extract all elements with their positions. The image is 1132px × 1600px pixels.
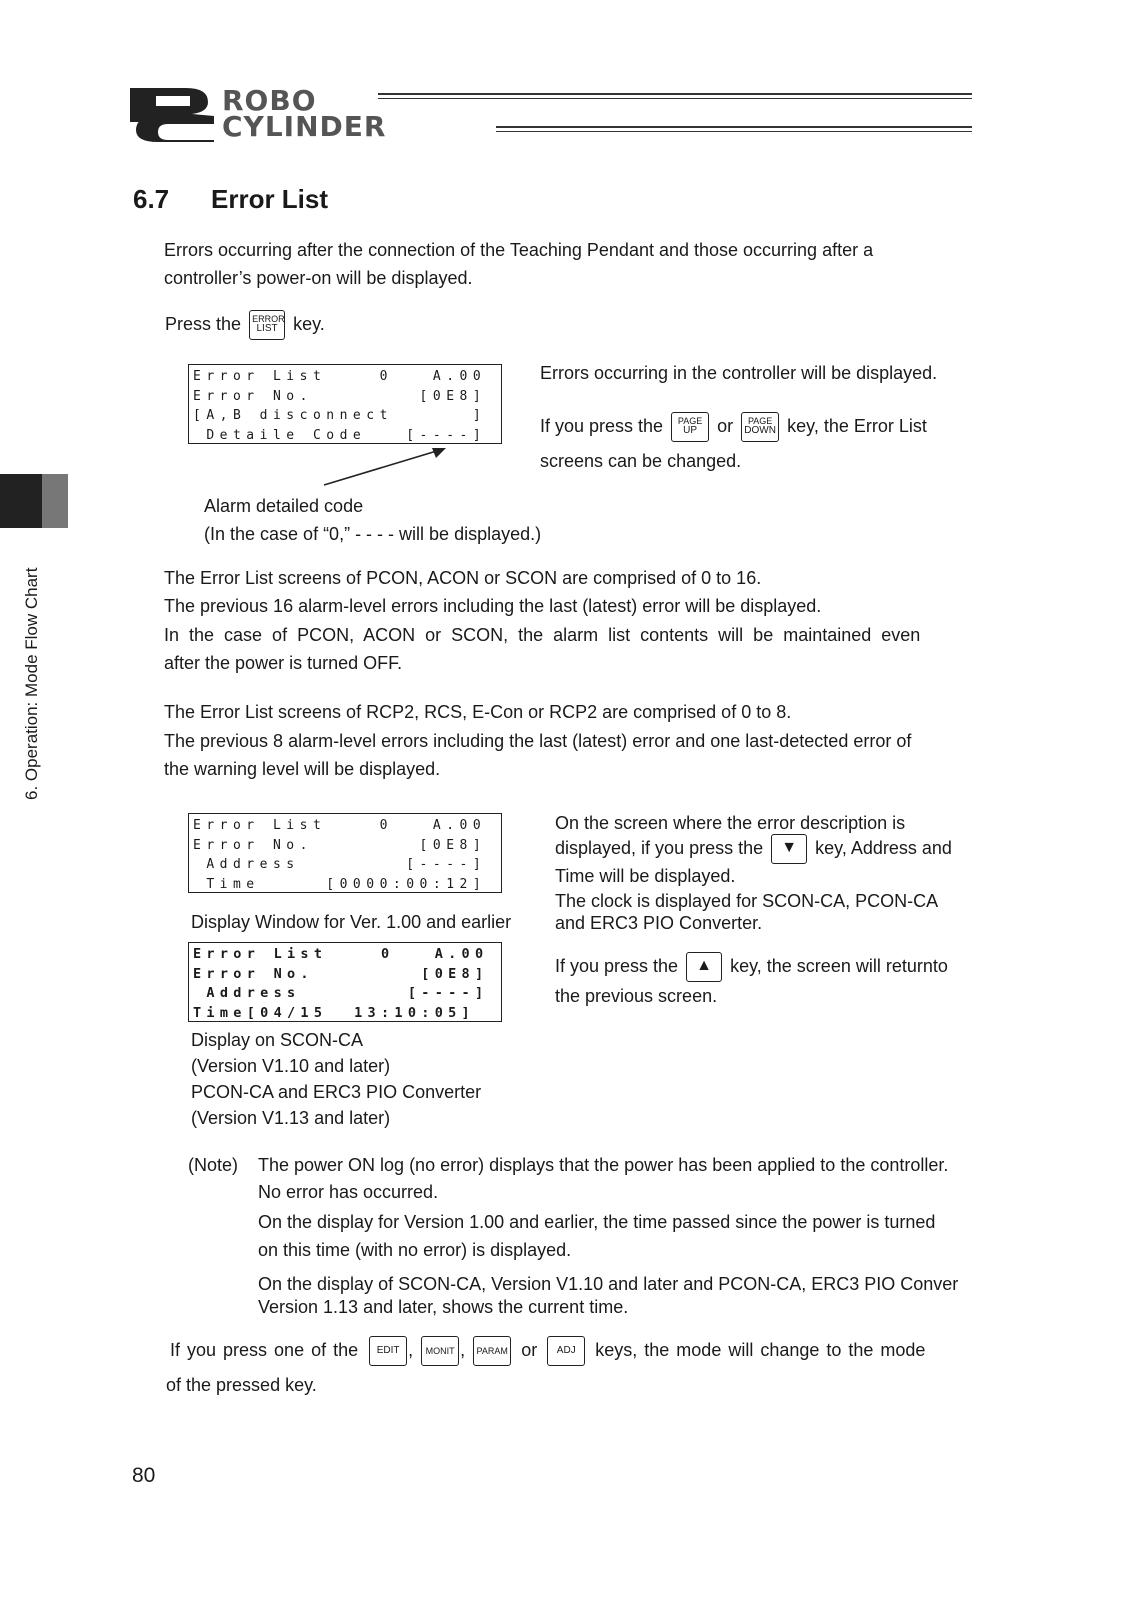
page-up-key[interactable] xyxy=(671,412,709,442)
press-suffix: key. xyxy=(293,313,325,334)
right-desc-line-1: On the screen where the error description is xyxy=(555,813,906,833)
para1-line: after the power is turned OFF. xyxy=(164,653,403,673)
lcd3-row: Address [----] xyxy=(193,985,489,1001)
chapter-tab-dark xyxy=(0,474,42,528)
up-suffix: key, the screen will returnto xyxy=(730,955,948,976)
chapter-label: 6. Operation: Mode Flow Chart xyxy=(22,567,41,800)
lcd2-row: Address [----] xyxy=(193,857,487,872)
page-up-key-bottom: UP xyxy=(683,425,698,436)
page-prefix: If you press the xyxy=(540,415,664,436)
page-down-key-top: PAGE xyxy=(747,416,773,426)
note-line: On the display for Version 1.00 and earlier, the time passed since the power is turned xyxy=(258,1212,936,1232)
lcd1-row: Detaile Code [----] xyxy=(193,427,487,443)
para2-line: The Error List screens of RCP2, RCS, E-Con or RCP2 are comprised of 0 to 8. xyxy=(164,702,792,722)
logo-text-robo: ROBO xyxy=(222,84,317,117)
right-desc-up-line-2: the previous screen. xyxy=(555,986,718,1006)
mode-suffix: keys, the mode will change to the mode xyxy=(595,1339,926,1360)
lcd3-caption-line: Display on SCON-CA xyxy=(191,1030,364,1050)
intro-line-2: controller’s power-on will be displayed. xyxy=(164,268,473,288)
page-line-2: screens can be changed. xyxy=(540,451,742,471)
comma: , xyxy=(408,1339,414,1360)
note-line: No error has occurred. xyxy=(258,1182,439,1202)
mode-line-2: of the pressed key. xyxy=(166,1375,317,1395)
lcd-error-list-screen xyxy=(188,364,502,444)
lcd3-row: Error No. [0E8] xyxy=(193,965,489,982)
right-desc-down-line xyxy=(555,834,952,864)
error-list-key-bottom: LIST xyxy=(256,323,278,334)
lcd1-row: Error No. [0E8] xyxy=(193,388,487,404)
down-prefix: displayed, if you press the xyxy=(555,837,764,858)
para1-line: The previous 16 alarm-level errors including the last (latest) error will be displayed. xyxy=(164,596,822,616)
lcd1-desc-line-1: Errors occurring in the controller will be displayed. xyxy=(540,363,938,383)
page-down-key[interactable] xyxy=(741,412,779,442)
right-desc-line-5: and ERC3 PIO Converter. xyxy=(555,913,763,933)
right-desc-line-4: The clock is displayed for SCON-CA, PCON-CA xyxy=(555,891,939,911)
monit-key[interactable]: MONIT xyxy=(421,1336,459,1366)
param-key[interactable]: PARAM xyxy=(473,1336,511,1366)
lcd2-caption: Display Window for Ver. 1.00 and earlier xyxy=(191,912,512,932)
note-line: The power ON log (no error) displays that the power has been applied to the controller. xyxy=(258,1155,949,1175)
para2-line: The previous 8 alarm-level errors including the last (latest) error and one last-detected error of xyxy=(164,731,912,751)
note-line: on this time (with no error) is displayed. xyxy=(258,1240,572,1260)
chapter-tab-gray xyxy=(42,474,68,528)
mode-prefix: If you press one of the xyxy=(170,1339,359,1360)
up-arrow-key[interactable]: ▲ xyxy=(686,952,722,982)
section-number: 6.7 xyxy=(133,184,170,214)
page-keys-line xyxy=(540,412,927,442)
mode-keys-line xyxy=(170,1336,925,1366)
page-number: 80 xyxy=(132,1464,156,1487)
down-arrow-key[interactable]: ▼ xyxy=(771,834,807,864)
page-suffix: key, the Error List xyxy=(787,415,927,436)
right-desc-up-line xyxy=(555,952,948,982)
press-line xyxy=(165,310,325,340)
lcd-address-time-screen-v100 xyxy=(188,813,502,893)
page-down-key-bottom: DOWN xyxy=(744,425,776,436)
adj-key[interactable]: ADJ xyxy=(547,1336,585,1366)
lcd2-row: Error List 0 A.00 xyxy=(193,818,487,833)
page-or: or xyxy=(717,415,734,436)
alarm-note-line-2: (In the case of “0,” - - - - will be displayed.) xyxy=(204,524,542,544)
down-suffix: key, Address and xyxy=(815,837,952,858)
note-line: Version 1.13 and later, shows the current time. xyxy=(258,1297,629,1317)
edit-key[interactable]: EDIT xyxy=(369,1336,407,1366)
note-label: (Note) xyxy=(188,1155,239,1175)
alarm-note-line-1: Alarm detailed code xyxy=(204,496,364,516)
header-rule-top-thin xyxy=(378,98,972,99)
intro-line-1: Errors occurring after the connection of the Teaching Pendant and those occurring after a xyxy=(164,240,874,260)
right-desc-line-3: Time will be displayed. xyxy=(555,866,736,886)
header-rule-top xyxy=(378,93,972,95)
mode-or: or xyxy=(521,1339,538,1360)
up-prefix: If you press the xyxy=(555,955,679,976)
para1-line: The Error List screens of PCON, ACON or SCON are comprised of 0 to 16. xyxy=(164,568,762,588)
section-title: Error List xyxy=(211,184,329,214)
lcd-address-time-screen-scon-ca xyxy=(188,942,502,1022)
lcd1-row: [A,B disconnect ] xyxy=(193,408,487,423)
lcd3-row: Time[04/15 13:10:05] xyxy=(193,1004,475,1021)
callout-arrow xyxy=(320,444,450,488)
lcd2-row: Time [0000:00:12] xyxy=(193,876,487,892)
error-list-key[interactable] xyxy=(249,310,285,340)
lcd3-row: Error List 0 A.00 xyxy=(193,946,489,962)
robo-cylinder-logo-mark xyxy=(128,86,218,144)
note-line: On the display of SCON-CA, Version V1.10 and later and PCON-CA, ERC3 PIO Conver xyxy=(258,1274,959,1294)
press-prefix: Press the xyxy=(165,313,242,334)
lcd1-row: Error List 0 A.00 xyxy=(193,369,487,384)
lcd2-row: Error No. [0E8] xyxy=(193,837,487,853)
para1-line: In the case of PCON, ACON or SCON, the alarm list contents will be maintained even xyxy=(164,625,921,645)
para2-line: the warning level will be displayed. xyxy=(164,759,441,779)
lcd3-caption-line: PCON-CA and ERC3 PIO Converter xyxy=(191,1082,482,1102)
lcd3-caption-line: (Version V1.10 and later) xyxy=(191,1056,391,1076)
page-up-key-top: PAGE xyxy=(677,416,703,426)
error-list-key-top: ERROR xyxy=(252,314,285,324)
header-rule-bottom-thin xyxy=(496,131,972,132)
header-rule-bottom xyxy=(496,126,972,128)
comma: , xyxy=(460,1339,466,1360)
logo-text-cylinder: CYLINDER xyxy=(222,110,387,143)
lcd3-caption-line: (Version V1.13 and later) xyxy=(191,1108,391,1128)
